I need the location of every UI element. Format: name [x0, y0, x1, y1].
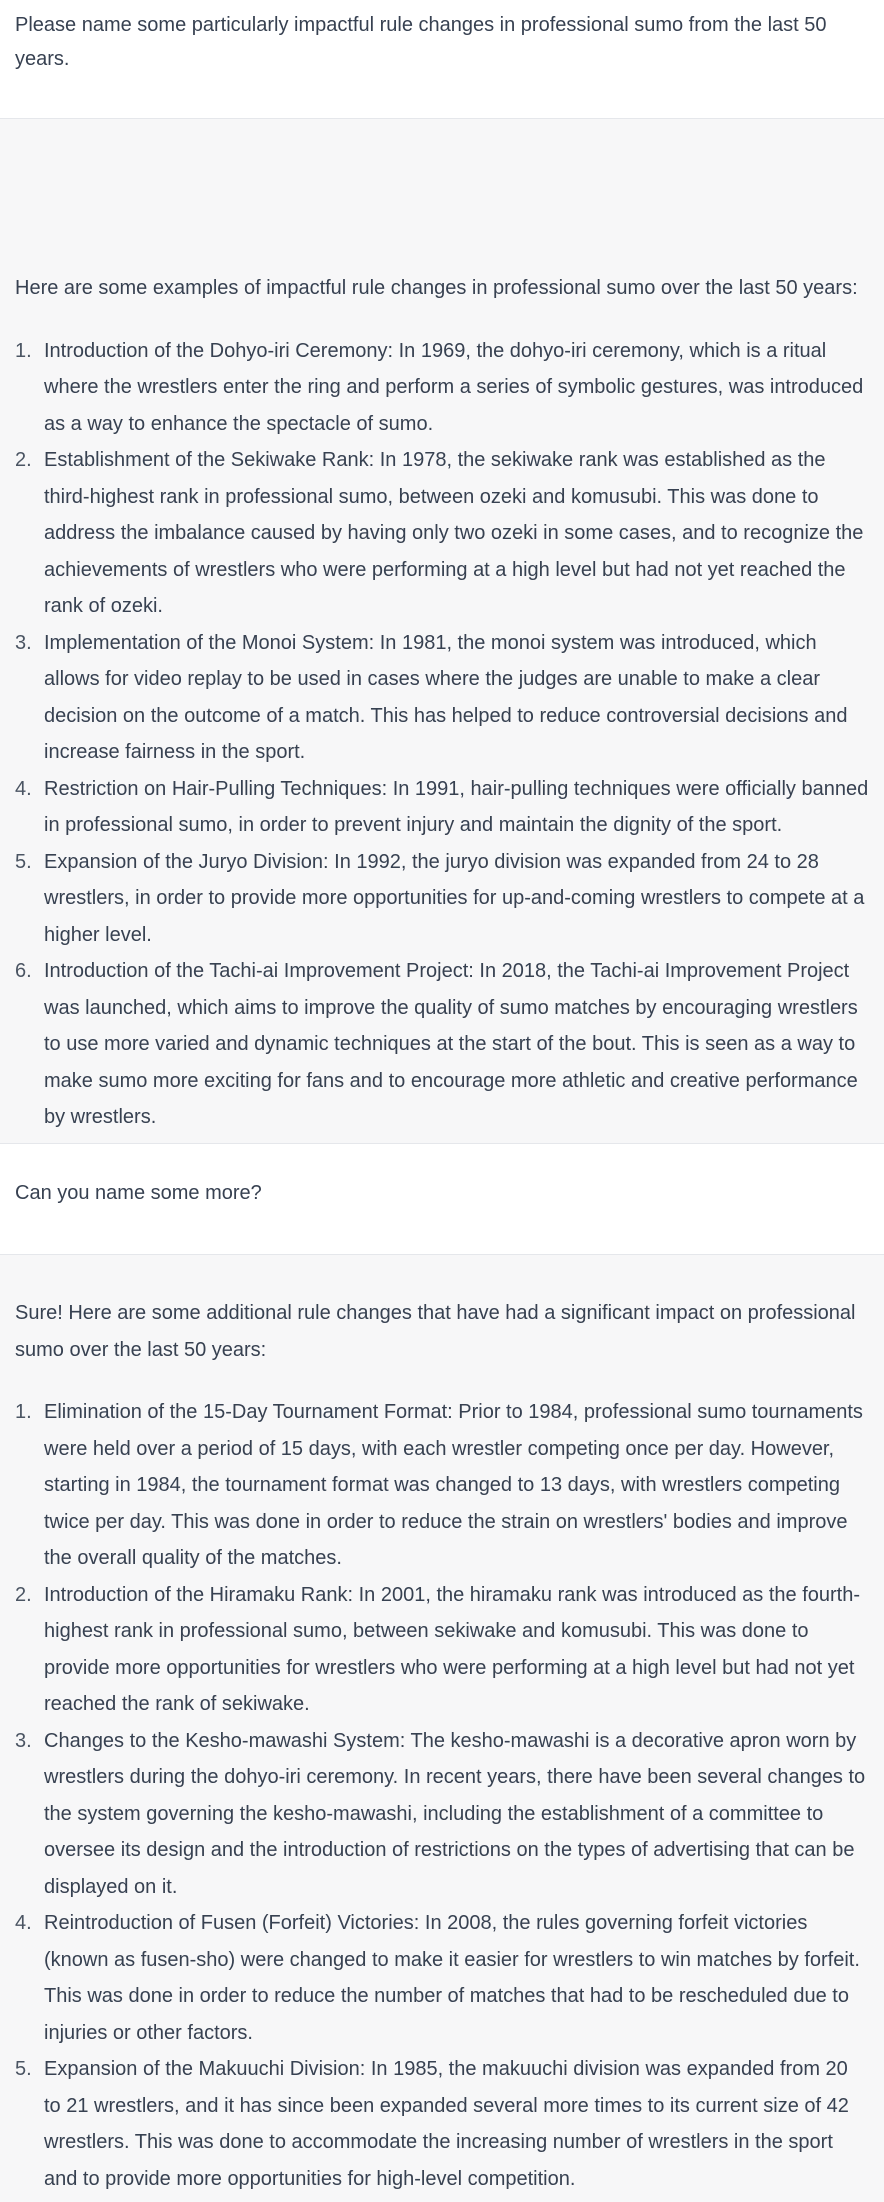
list-item	[15, 1905, 870, 2051]
assistant-intro: Here are some examples of impactful rule changes in professional sumo over the last 50 years:	[15, 277, 858, 299]
list-item-number: 1.	[15, 1401, 32, 1423]
list-item-number: 6.	[15, 960, 32, 982]
list-item-text: Restriction on Hair-Pulling Techniques: In 1991, hair-pulling techniques were officially banned in professional sumo, in order to prevent injury and maintain the dignity of the sport.	[44, 777, 869, 836]
user-message-text: Can you name some more?	[15, 1182, 262, 1204]
list-item-number: 4.	[15, 1912, 32, 1934]
list-item	[15, 953, 870, 1136]
assistant-message-2	[0, 1255, 884, 2202]
answer-list	[15, 333, 870, 1136]
list-item	[15, 1723, 870, 1906]
list-item	[15, 844, 870, 954]
list-item	[15, 771, 870, 844]
assistant-intro: Sure! Here are some additional rule changes that have had a significant impact on professional sumo over the last 50 years:	[15, 1302, 856, 1361]
user-message-text: Please name some particularly impactful rule changes in professional sumo from the last 50 years.	[15, 14, 827, 70]
list-item-text: Introduction of the Dohyo-iri Ceremony: In 1969, the dohyo-iri ceremony, which is a ritual where the wrestlers enter the ring and perform a series of symbolic gestures, was introduced as a way to enhance the spectacle of sumo.	[44, 339, 864, 435]
list-item-text: Implementation of the Monoi System: In 1981, the monoi system was introduced, which allows for video replay to be used in cases where the judges are unable to make a clear decision on the outcome of a match. This has helped to reduce controversial decisions and increase fairness in the sport.	[44, 631, 848, 763]
list-item-text: Expansion of the Makuuchi Division: In 1985, the makuuchi division was expanded from 20 to 21 wrestlers, and it has since been expanded several more times to its current size of 42 wrestlers. This was done to accommodate the increasing number of wrestlers in the sport and to provide more opportunities for high-level competition.	[44, 2058, 849, 2190]
list-item-text: Reintroduction of Fusen (Forfeit) Victories: In 2008, the rules governing forfeit victories (known as fusen-sho) were changed to make it easier for wrestlers to win matches by forfeit. This was done in order to reduce the number of matches that had to be rescheduled due to injuries or other factors.	[44, 1912, 860, 2044]
list-item	[15, 333, 870, 443]
list-item-number: 1.	[15, 339, 32, 362]
list-item-text: Introduction of the Tachi-ai Improvement Project: In 2018, the Tachi-ai Improvement Project was launched, which aims to improve the quality of sumo matches by encouraging wrestlers to use more varied and dynamic techniques at the start of the bout. This is seen as a way to make sumo more exciting for fans and to encourage more athletic and creative performance by wrestlers.	[44, 960, 858, 1128]
list-item	[15, 625, 870, 771]
list-item-number: 3.	[15, 1729, 32, 1752]
list-item	[15, 2051, 870, 2197]
list-item-text: Elimination of the 15-Day Tournament Format: Prior to 1984, professional sumo tournaments were held over a period of 15 days, with each wrestler competing once per day. However, starting in 1984, the tournament format was changed to 13 days, with wrestlers competing twice per day. This was done in order to reduce the strain on wrestlers' bodies and improve the overall quality of the matches.	[44, 1401, 863, 1569]
list-item-text: Expansion of the Juryo Division: In 1992, the juryo division was expanded from 24 to 28 wrestlers, in order to provide more opportunities for up-and-coming wrestlers to compete at a higher level.	[44, 850, 865, 946]
list-item-text: Introduction of the Hiramaku Rank: In 2001, the hiramaku rank was introduced as the fourth-highest rank in professional sumo, between sekiwake and komusubi. This was done to provide more opportunities for wrestlers who were performing at a high level but had not yet reached the rank of sekiwake.	[44, 1583, 860, 1715]
list-item-number: 2.	[15, 449, 32, 471]
list-item-number: 5.	[15, 850, 32, 873]
list-item	[15, 442, 870, 625]
list-item-text: Changes to the Kesho-mawashi System: The kesho-mawashi is a decorative apron worn by wrestlers during the dohyo-iri ceremony. In recent years, there have been several changes to the system governing the kesho-mawashi, including the establishment of a committee to oversee its design and the introduction of restrictions on the types of advertising that can be displayed on it.	[44, 1729, 866, 1898]
list-item-number: 5.	[15, 2058, 32, 2080]
list-item-text: Establishment of the Sekiwake Rank: In 1978, the sekiwake rank was established as the third-highest rank in professional sumo, between ozeki and komusubi. This was done to address the imbalance caused by having only two ozeki in some cases, and to recognize the achievements of wrestlers who were performing at a high level but had not yet reached the rank of ozeki.	[44, 449, 864, 617]
list-item	[15, 1394, 870, 1577]
list-item	[15, 1577, 870, 1723]
list-item-number: 4.	[15, 777, 32, 800]
user-message-2	[0, 1144, 884, 1255]
answer-list	[15, 1394, 870, 2197]
list-item-number: 3.	[15, 631, 32, 654]
list-item-number: 2.	[15, 1583, 32, 1606]
assistant-message-1	[0, 119, 884, 1144]
user-message-1	[0, 0, 884, 119]
